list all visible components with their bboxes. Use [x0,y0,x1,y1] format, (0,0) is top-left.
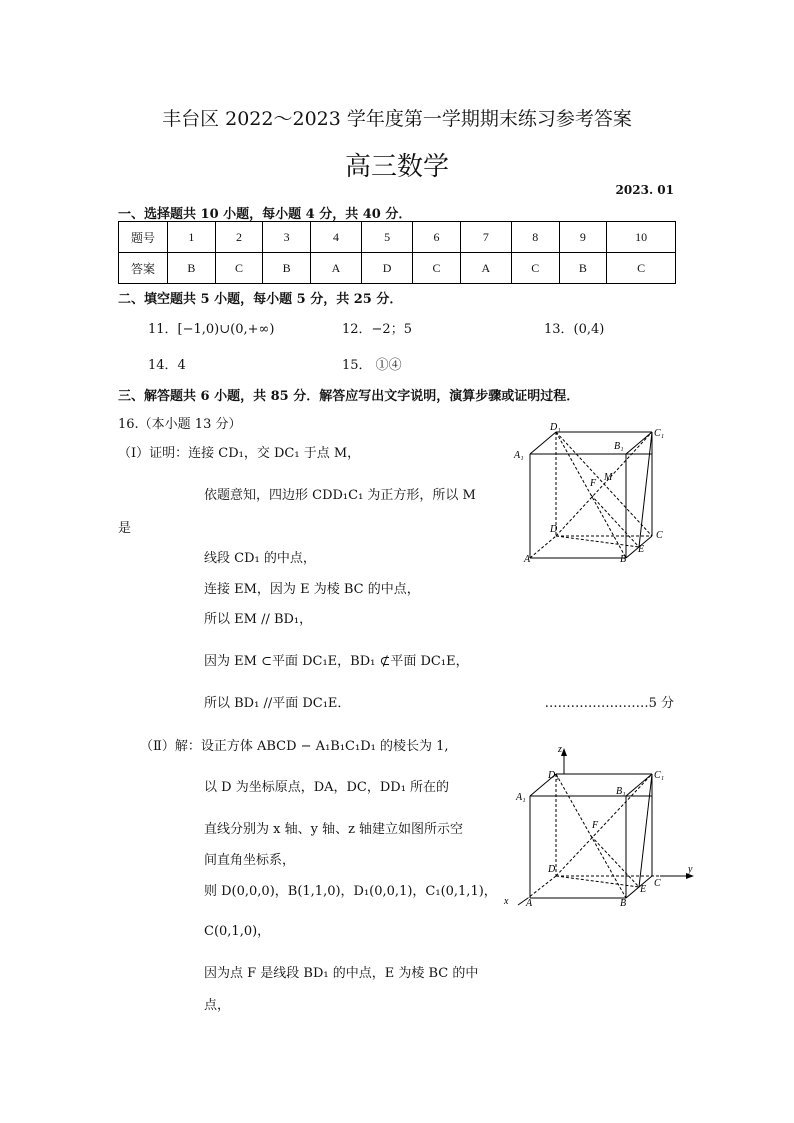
vertex-label-a1: A₁ [516,792,526,803]
proof-line: 因为 EM ⊂平面 DC₁E，BD₁ ⊄平面 DC₁E， [204,654,469,669]
solution-line: 则 D(0,0,0)，B(1,1,0)，D₁(0,0,1)，C₁(0,1,1)， [204,884,497,899]
proof-line: 连接 EM，因为 E 为棱 BC 的中点， [204,582,420,597]
table-cell: 4 [310,222,361,253]
vertex-label-b: B [620,554,627,565]
axis-label-y: y [688,864,693,875]
table-header-cell: 答案 [119,253,168,284]
solution-line: 以 D 为坐标原点，DA，DC，DD₁ 所在的 [204,780,450,795]
table-cell: B [168,253,216,284]
table-cell: C [413,253,461,284]
table-row-numbers [119,222,676,253]
table-cell: A [310,253,361,284]
question-16-label: 16.（本小题 13 分） [118,417,242,432]
proof-line: 依题意知，四边形 CDD₁C₁ 为正方形，所以 M [204,488,476,503]
point-label-f: F [592,820,599,831]
solution-line: 点， [204,998,231,1013]
table-cell: 3 [263,222,311,253]
point-label-e: E [638,544,645,555]
axis-label-z: z [558,744,562,755]
fill-answer-14: 14．4 [148,358,186,373]
document-date: 2023. 01 [615,183,674,197]
vertex-label-b: B [620,898,627,908]
proof-line: 所以 BD₁ //平面 DC₁E． [204,696,351,711]
table-cell: A [460,253,511,284]
vertex-label-b1: B₁ [616,786,626,797]
table-cell: D [362,253,413,284]
answer-table [118,221,676,284]
table-cell: C [607,253,676,284]
proof-line: 是 [118,521,132,536]
proof-line: （Ⅰ）证明：连接 CD₁，交 DC₁ 于点 M， [118,446,361,461]
axis-label-x: x [504,896,509,907]
table-cell: 2 [215,222,263,253]
table-cell: B [263,253,311,284]
vertex-label-a: A [526,898,533,908]
table-cell: C [215,253,263,284]
fill-answer-15: 15． ①④ [342,358,402,373]
vertex-label-c1: C₁ [654,428,665,439]
cube-figure-1 [508,420,680,565]
point-label-e: E [640,884,647,895]
table-header-cell: 题号 [119,222,168,253]
table-cell: B [559,253,607,284]
solution-line: C(0,1,0)， [204,924,271,939]
fill-answer-12: 12．−2；5 [342,322,412,337]
vertex-label-d1: D₁ [548,770,559,781]
table-cell: 9 [559,222,607,253]
section3-heading: 三、解答题共 6 小题，共 85 分．解答应写出文字说明，演算步骤或证明过程． [118,389,580,404]
proof-line: 所以 EM // BD₁， [204,612,313,627]
table-cell: 1 [168,222,216,253]
table-cell: 5 [362,222,413,253]
vertex-label-c1: C₁ [654,770,665,781]
proof-line: 线段 CD₁ 的中点， [204,551,316,566]
table-row-answers [119,253,676,284]
subject-title: 高三数学 [344,152,449,182]
fill-answer-11: 11．[−1,0)∪(0,+∞) [148,322,275,337]
table-cell: 6 [413,222,461,253]
point-label-f: F [590,478,597,489]
vertex-label-c: C [654,878,661,889]
vertex-label-b1: B₁ [614,441,624,452]
point-label-m: M [604,472,613,483]
section1-heading: 一、选择题共 10 小题，每小题 4 分，共 40 分． [118,207,412,222]
table-cell: C [511,253,559,284]
solution-line: 直线分别为 x 轴、y 轴、z 轴建立如图所示空 [204,822,464,837]
table-cell: 10 [607,222,676,253]
document-title: 丰台区 2022～2023 学年度第一学期期末练习参考答案 [162,108,632,130]
section2-heading: 二、填空题共 5 小题，每小题 5 分，共 25 分． [118,292,403,307]
vertex-label-c: C [656,530,663,541]
table-cell: 7 [460,222,511,253]
vertex-label-d1: D₁ [550,422,561,433]
solution-line: 因为点 F 是线段 BD₁ 的中点，E 为棱 BC 的中 [204,966,479,981]
solution-line: 间直角坐标系， [204,853,296,868]
solution-line: （Ⅱ）解：设正方体 ABCD − A₁B₁C₁D₁ 的棱长为 1, [140,739,449,754]
vertex-label-d: D [550,524,558,535]
vertex-label-a1: A₁ [514,450,524,461]
vertex-label-d: D [548,864,556,875]
table-cell: 8 [511,222,559,253]
fill-answer-13: 13．(0,4) [544,322,605,337]
cube-figure-2 [498,740,698,908]
score-marker: ……………………5 分 [544,696,674,711]
vertex-label-a: A [524,554,531,565]
